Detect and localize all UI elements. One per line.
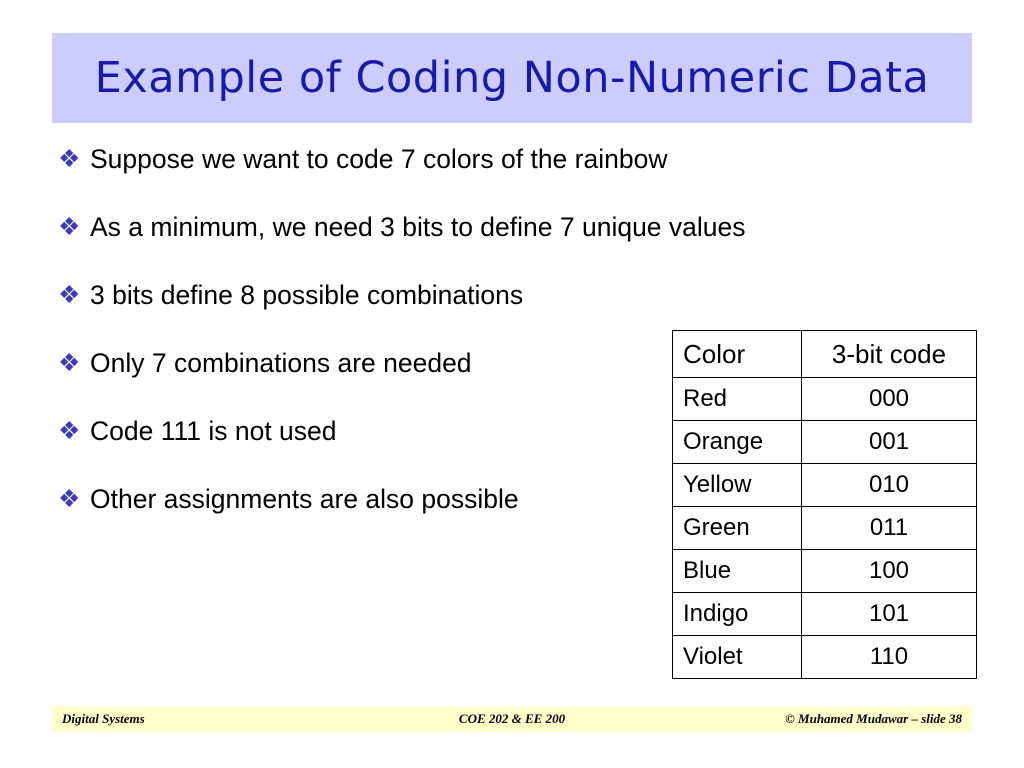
list-item <box>58 278 668 314</box>
table-header-color: Color <box>673 331 802 378</box>
table-cell-color: Blue <box>673 550 802 593</box>
table-cell-code: 101 <box>802 593 977 636</box>
table-cell-color: Orange <box>673 421 802 464</box>
table-row <box>673 636 977 679</box>
diamond-bullet-icon: ❖ <box>58 213 81 241</box>
table-cell-code: 011 <box>802 507 977 550</box>
list-item-label: 3 bits define 8 possible combinations <box>90 280 524 310</box>
table-cell-code: 000 <box>802 378 977 421</box>
table-cell-code: 010 <box>802 464 977 507</box>
list-item-label: Other assignments are also possible <box>90 484 519 514</box>
table-cell-color: Yellow <box>673 464 802 507</box>
table-header-row <box>673 331 977 378</box>
table-row <box>673 464 977 507</box>
list-item <box>58 414 668 450</box>
list-item-label: Only 7 combinations are needed <box>90 348 472 378</box>
table-row <box>673 593 977 636</box>
table-row <box>673 421 977 464</box>
diamond-bullet-icon: ❖ <box>58 417 81 445</box>
table-cell-color: Violet <box>673 636 802 679</box>
table-cell-code: 110 <box>802 636 977 679</box>
list-item-label: Code 111 is not used <box>90 416 337 446</box>
diamond-bullet-icon: ❖ <box>58 349 81 377</box>
list-item <box>58 346 668 382</box>
footer-course-title: Digital Systems <box>62 711 145 726</box>
diamond-bullet-icon: ❖ <box>58 485 81 513</box>
list-item <box>58 482 668 518</box>
footer-copyright: © Muhamed Mudawar – slide 38 <box>785 711 962 726</box>
list-item-label: Suppose we want to code 7 colors of the rainbow <box>90 144 668 174</box>
table-cell-color: Red <box>673 378 802 421</box>
color-code-table <box>672 330 977 679</box>
diamond-bullet-icon: ❖ <box>58 145 81 173</box>
table-cell-color: Indigo <box>673 593 802 636</box>
slide-footer <box>52 706 972 732</box>
diamond-bullet-icon: ❖ <box>58 281 81 309</box>
table-cell-code: 001 <box>802 421 977 464</box>
table-cell-code: 100 <box>802 550 977 593</box>
page-title: Example of Coding Non-Numeric Data <box>94 53 930 103</box>
list-item <box>58 142 668 178</box>
list-item-label: As a minimum, we need 3 bits to define 7 unique values <box>90 212 746 242</box>
table-row <box>673 507 977 550</box>
table-cell-color: Green <box>673 507 802 550</box>
title-banner <box>52 33 972 123</box>
table-row <box>673 378 977 421</box>
table-header-code: 3-bit code <box>802 331 977 378</box>
table-row <box>673 550 977 593</box>
footer-course-code: COE 202 & EE 200 <box>458 711 566 726</box>
list-item <box>58 210 746 246</box>
